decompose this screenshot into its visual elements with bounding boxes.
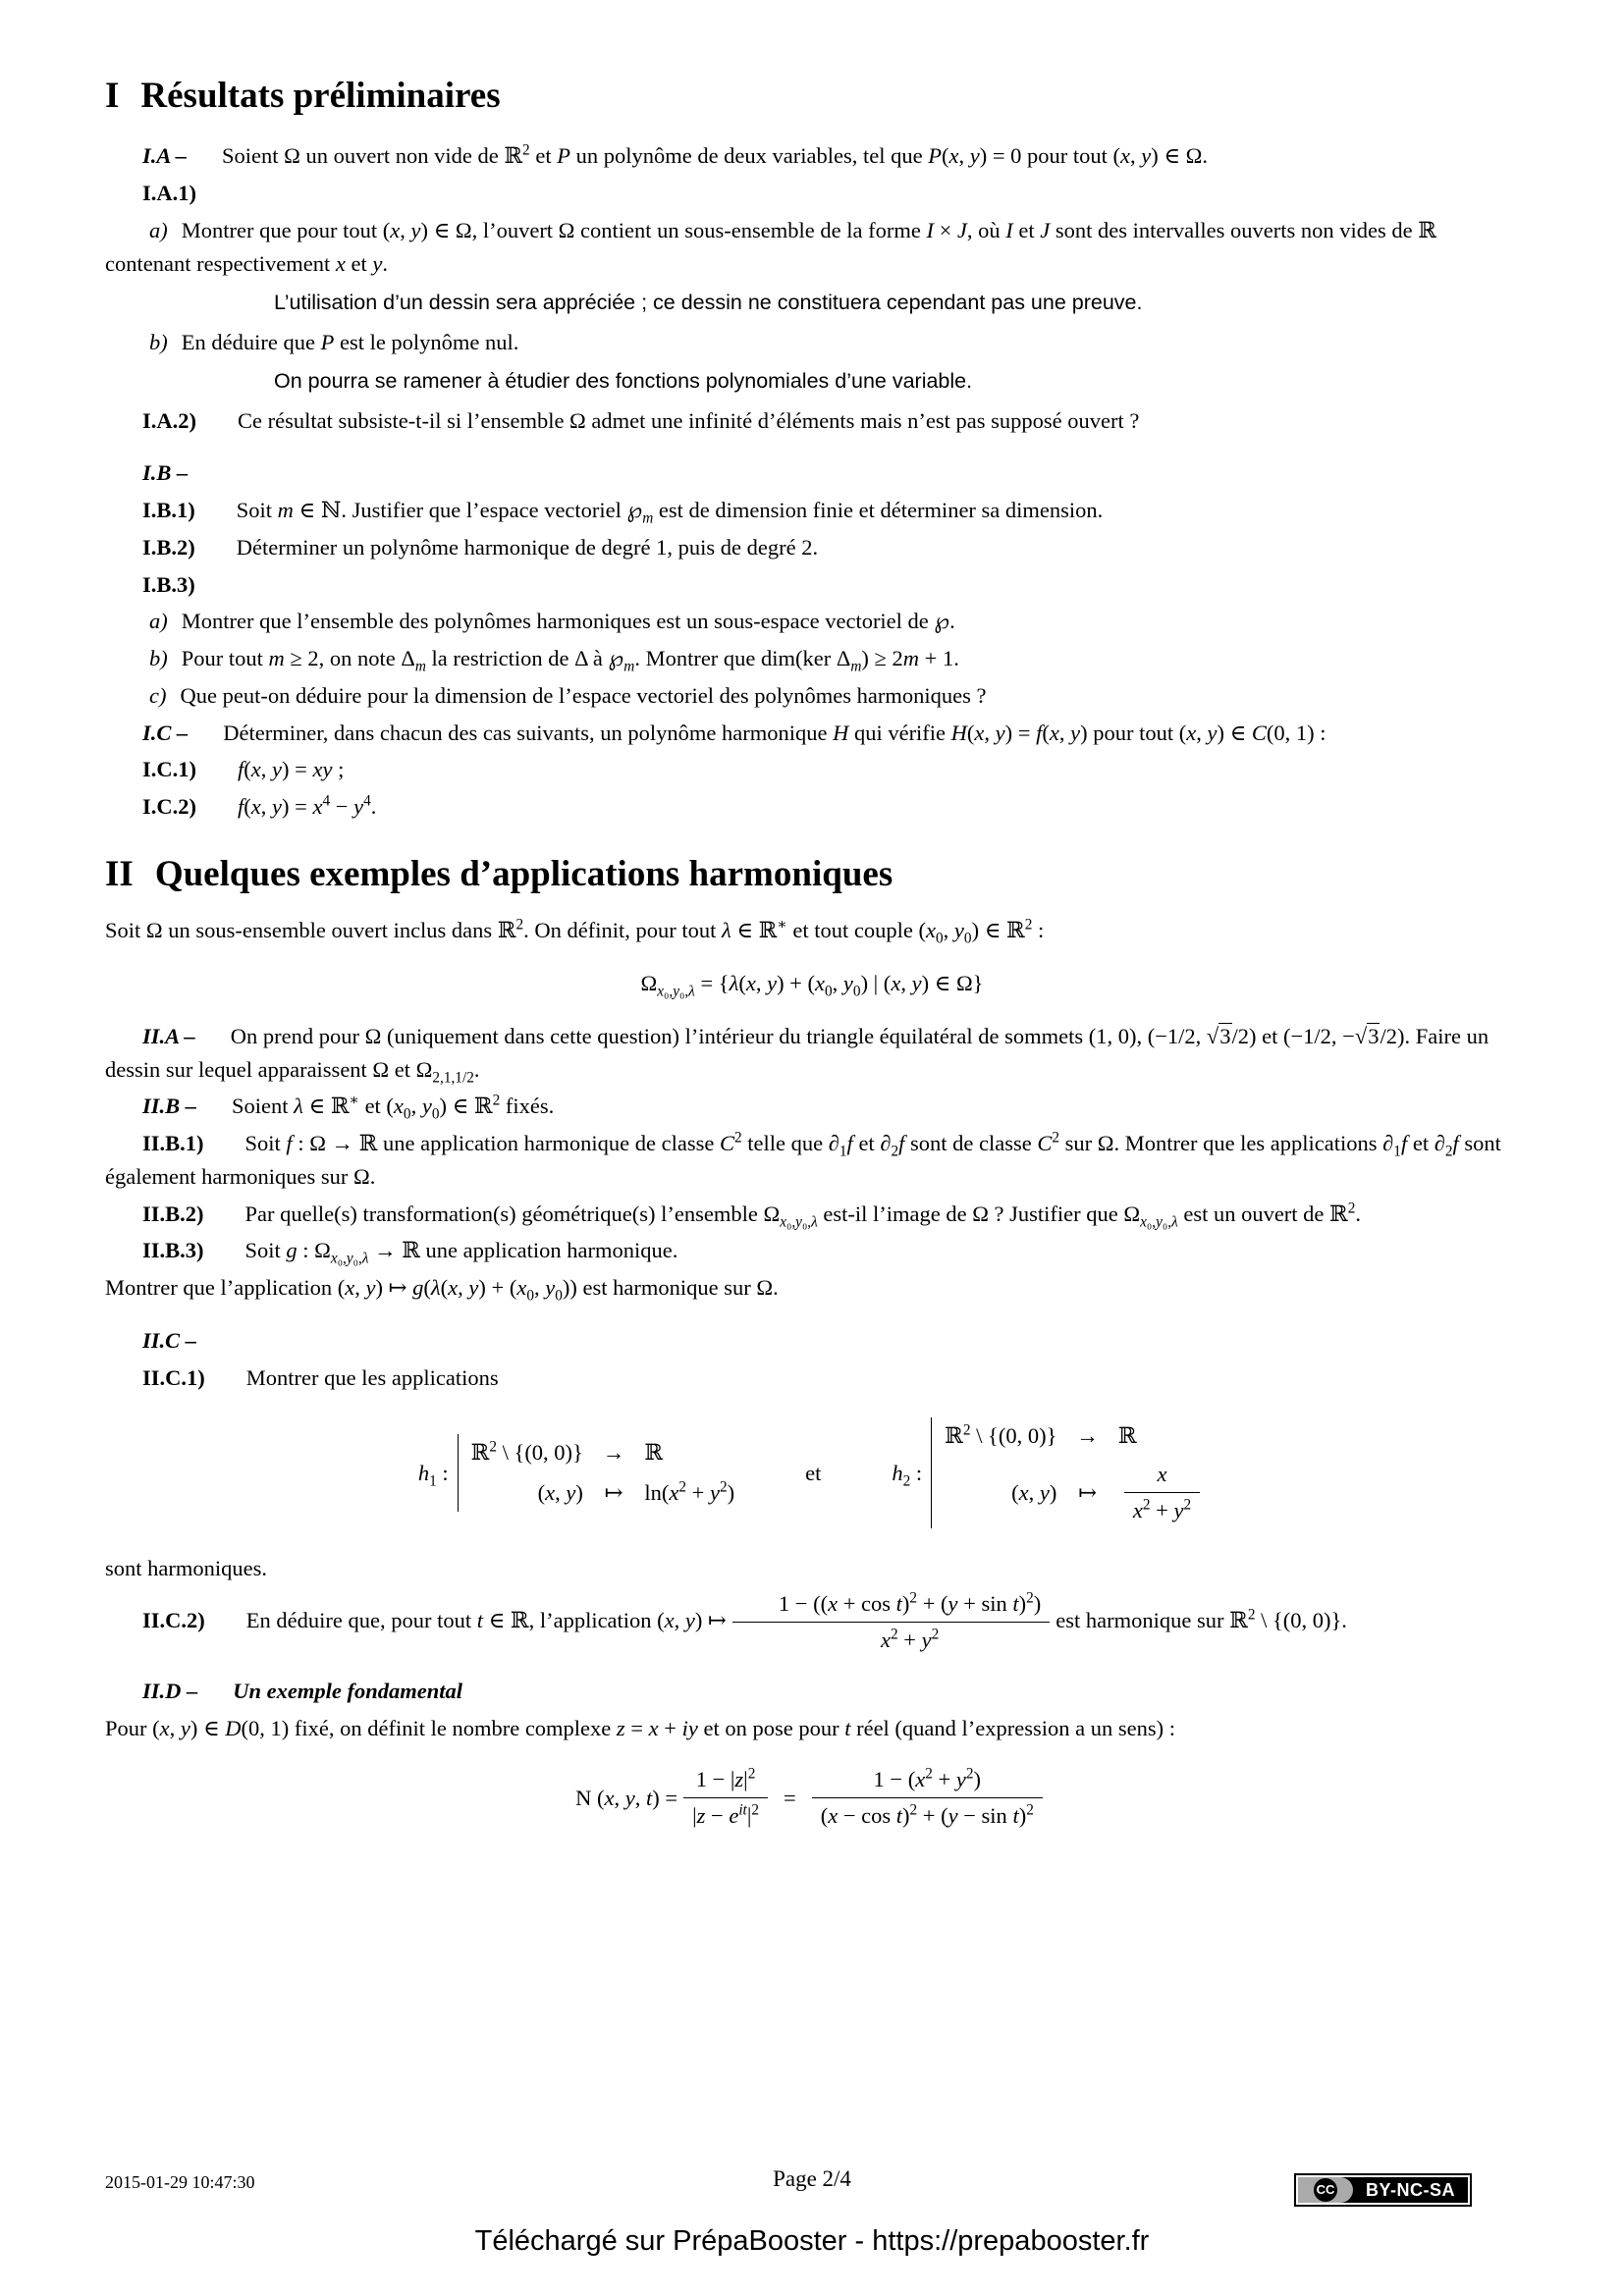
h1-arrow: → (602, 1440, 625, 1466)
footer-download-note: Téléchargé sur PrépaBooster - https://prepabooster.fr (474, 2225, 1150, 2257)
para-ia2 (105, 404, 1519, 438)
para-ib3-label: I.B.3) (142, 571, 195, 597)
para-ic2-text: f(x, $y) = x^4 - y^4$. (238, 792, 377, 820)
para-iib3-cont-text: Montrer que l’application (x, y) ↦ g(λ(x, $y) + (x_0$, $y_0$)) est harmonique sur Ω. (105, 1275, 779, 1305)
h1-name: $h_1$ : (417, 1460, 449, 1489)
para-ic1 (105, 753, 1519, 786)
para-ic2 (105, 790, 1519, 824)
cc-license-badge (1294, 2173, 1472, 2207)
para-ib1-label: I.B.1) (142, 498, 195, 523)
para-iid-label: II.D – (142, 1679, 198, 1704)
section-2-number: II (105, 853, 134, 894)
para-iic2-before: En déduire que, pour tout t ∈ ℝ, l’application (x, y) ↦ (245, 1607, 727, 1632)
para-iic2-label: II.C.2) (142, 1607, 205, 1632)
section-1-number: I (105, 76, 120, 116)
hint-polynomiales (274, 365, 1519, 397)
section-2-title: Quelques exemples d’applications harmoniques (154, 853, 893, 894)
para-ia1 (105, 177, 1519, 210)
equation-h1-h2 (105, 1417, 1519, 1528)
para-iib3-cont (105, 1271, 1519, 1305)
para-ib3c (105, 679, 1519, 713)
para-ib3a (105, 605, 1519, 638)
para-iib3 (105, 1234, 1519, 1267)
para-ib-label: I.B – (142, 460, 189, 486)
para-ic (105, 717, 1519, 750)
para-iic (105, 1324, 1519, 1358)
para-iic2-after: est harmonique sur ℝ$^2$ \ {(0, 0)}. (1056, 1606, 1347, 1632)
section-2-heading (105, 853, 1519, 896)
para-ia-label: I.A – (142, 143, 188, 169)
para-ic2-label: I.C.2) (142, 794, 196, 820)
para-iia (105, 1020, 1519, 1087)
para-ib2 (105, 531, 1519, 564)
para-iid (105, 1675, 1519, 1708)
h2-value-fraction (1124, 1460, 1200, 1526)
footer-timestamp: 2015-01-29 10:47:30 (105, 2172, 255, 2192)
para-ib3c-text: Que peut-on déduire pour la dimension de l’espace vectoriel des polynômes harmoniques ? (180, 682, 987, 708)
hint-dessin-text: L’utilisation d’un dessin sera appréciée ; ce dessin ne constituera cependant pas une preuve. (274, 291, 1143, 315)
para-sec2-intro-text: Soit Ω un sous-ensemble ouvert inclus dans ℝ$^2$. On définit, pour tout λ ∈ ℝ∗ et tout couple ($x_0$, $y_0$) ∈ ℝ$^2$ : (105, 916, 1045, 947)
para-ia-text: Soient Ω un ouvert non vide de ℝ$^2$ et P un polynôme de deux variables, tel que P(x, y) = 0 pour tout (x, y) ∈ Ω. (222, 141, 1209, 169)
function-h2-definition (892, 1417, 1206, 1528)
equation-N-fraction-1 (683, 1765, 768, 1832)
para-iib2-label: II.B.2) (142, 1201, 204, 1226)
h2-arrow: → (1076, 1423, 1099, 1449)
cc-license-label: BY-NC-SA (1365, 2179, 1455, 2200)
equation-N (105, 1765, 1519, 1832)
para-iib1 (105, 1127, 1519, 1194)
hint-polynomiales-text: On pourra se ramener à étudier des fonctions polynomiales d’une variable. (274, 369, 973, 394)
cc-icon: CC (1314, 2178, 1337, 2202)
equation-omega-set-text: $\Omega_{x_0,y_0,\lambda} = \{\lambda(x$, $y) + (x_0$, $y_0$) | (x, y) ∈ Ω} (640, 971, 984, 1000)
para-iid-intro (105, 1712, 1519, 1745)
para-ic1-text: f(x, y) = xy ; (238, 757, 345, 782)
para-ia (105, 139, 1519, 173)
para-iic1 (105, 1362, 1519, 1395)
para-ib3b (105, 642, 1519, 675)
equation-N-fraction-2 (812, 1765, 1043, 1832)
iic2-fraction-numerator: $1 - ((x + \cos t)^2 + (y + \sin t)^2)$ (732, 1589, 1050, 1623)
cc-license-badge-inner (1296, 2175, 1470, 2205)
h2-name: $h_2$ : (892, 1460, 923, 1489)
para-iib-text: Soient λ ∈ ℝ∗ et ($x_0$, $y_0$) ∈ ℝ$^2$ fixés. (232, 1092, 555, 1123)
equation-N-frac2-numerator: $1 - (x^2 + y^2)$ (812, 1765, 1043, 1798)
para-ib1-text: Soit m ∈ ℕ. Justifier que l’espace vectoriel $℘_m$ est de dimension finie et déterminer sa dimension. (236, 498, 1104, 527)
para-iib2 (105, 1198, 1519, 1231)
h2-map-rows (931, 1417, 1206, 1528)
para-ib3b-label: b) (149, 646, 168, 671)
para-ia1a (105, 214, 1519, 281)
para-ia1a-text: Montrer que pour tout (x, y) ∈ Ω, l’ouvert Ω contient un sous-ensemble de la forme I × J, où I et J sont des intervalles ouverts non vides de ℝ contenant respectivement x et y. (105, 217, 1436, 276)
para-ib (105, 456, 1519, 490)
h2-codomain: ℝ (1117, 1423, 1137, 1449)
para-ia1b-text: En déduire que P est le polynôme nul. (181, 329, 519, 354)
para-ia1b-label: b) (149, 329, 168, 354)
h2-domain: ℝ$^2$ \ {(0, 0)} (945, 1421, 1057, 1449)
equation-N-equals: = (783, 1785, 796, 1810)
h1-map-rows (458, 1434, 734, 1512)
h2-value-numerator: x (1124, 1460, 1200, 1493)
et-connector: et (805, 1460, 822, 1485)
para-ic1-label: I.C.1) (142, 757, 196, 782)
para-ic-label: I.C – (142, 720, 189, 745)
iic2-fraction-denominator: $x^2 + y^2$ (880, 1626, 940, 1652)
function-h1-definition (418, 1434, 734, 1512)
para-ib3a-text: Montrer que l’ensemble des polynômes harmoniques est un sous-espace vectoriel de ℘. (181, 609, 955, 634)
para-sont-harmoniques-text: sont harmoniques. (105, 1555, 267, 1580)
para-ib3 (105, 568, 1519, 602)
para-sec2-intro (105, 914, 1519, 947)
para-ib3c-label: c) (149, 682, 167, 708)
para-iib2-text: Par quelle(s) transformation(s) géométrique(s) l’ensemble $\Omega_{x_0,y_0,\lambda}$ est-il l’image de Ω ? Justifier que $\Omega_{x_0,y_0,\lambda}$ est un ouvert de ℝ$^2$. (244, 1200, 1362, 1230)
h2-value (1118, 1460, 1206, 1526)
h1-domain: ℝ$^2$ \ {(0, 0)} (470, 1438, 583, 1466)
para-iic-label: II.C – (142, 1327, 197, 1353)
equation-N-frac2-denominator: $(x - \cos t)^2 + (y - \sin t)^2$ (820, 1801, 1034, 1829)
para-ib2-label: I.B.2) (142, 534, 195, 560)
iic2-fraction (732, 1589, 1050, 1656)
para-ib3a-label: a) (149, 609, 168, 634)
para-ia1b (105, 326, 1519, 359)
hint-dessin (274, 287, 1519, 318)
h1-codomain: ℝ (644, 1440, 664, 1466)
h2-mapsto: ↦ (1078, 1480, 1098, 1506)
para-ia2-label: I.A.2) (142, 407, 196, 433)
para-iia-label: II.A – (142, 1023, 195, 1048)
section-1-title: Résultats préliminaires (140, 76, 501, 116)
cc-icon-area (1298, 2177, 1353, 2203)
para-iic1-text: Montrer que les applications (245, 1364, 499, 1390)
para-iib1-label: II.B.1) (142, 1131, 204, 1156)
para-ib3b-text: Pour tout m ≥ 2, on note $\Delta_m$ la restriction de Δ à $℘_m$. Montrer que dim(ker $\Delta_m) \ge 2m + 1$. (181, 646, 959, 675)
footer-page-number: Page 2/4 (773, 2166, 851, 2191)
h2-argument: (x, y) (1011, 1480, 1057, 1506)
para-iia-text: On prend pour Ω (uniquement dans cette question) l’intérieur du triangle équilatéral de sommets (1, 0), (−1/2, √3/2) et (−1/2, −√3/2). Faire un dessin sur lequel apparaissent Ω et $\Omega_{2,1,1/2}$. (105, 1023, 1489, 1086)
para-iib1-text: Soit f : Ω → ℝ une application harmonique de classe $C^2$ telle que $\partial_1f$ et $\partial_2f$ sont de classe $C^2$ sur Ω. Montrer que les applications $\partial_1f$ et $\partial_2f$ sont également harmoniques sur Ω. (105, 1129, 1501, 1189)
para-ib1 (105, 494, 1519, 527)
section-1-heading (105, 75, 1519, 118)
para-iib-label: II.B – (142, 1094, 197, 1119)
para-iid-intro-text: Pour (x, y) ∈ D(0, 1) fixé, on définit le nombre complexe z = x + iy et on pose pour t réel (quand l’expression a un sens) : (105, 1716, 1175, 1741)
h1-value: $\ln(x^2 + y^2)$ (644, 1478, 735, 1506)
para-ic-text: Déterminer, dans chacun des cas suivants, un polynôme harmonique H qui vérifie H(x, y) = f(x, y) pour tout (x, y) ∈ C(0, 1) : (223, 720, 1326, 745)
equation-N-frac1-numerator: $1 - |z|^2$ (683, 1765, 768, 1798)
equation-omega-set (105, 967, 1519, 1000)
h2-value-denominator: $x^2 + y^2$ (1132, 1497, 1192, 1523)
h1-argument: (x, y) (537, 1480, 583, 1506)
para-iid-title: Un exemple fondamental (233, 1679, 462, 1704)
h1-mapsto: ↦ (604, 1480, 623, 1506)
para-iic2 (105, 1589, 1519, 1656)
para-ia2-text: Ce résultat subsiste-t-il si l’ensemble Ω admet une infinité d’éléments mais n’est pas supposé ouvert ? (238, 407, 1140, 433)
para-iib (105, 1090, 1519, 1123)
para-ia1-label: I.A.1) (142, 181, 196, 206)
para-sont-harmoniques (105, 1552, 1519, 1585)
para-iic1-label: II.C.1) (142, 1364, 205, 1390)
equation-N-lhs: N (x, y, t) = (575, 1785, 678, 1810)
equation-N-frac1-denominator: $|z - e^{it}|^2$ (692, 1801, 759, 1829)
para-ia1a-label: a) (149, 217, 168, 242)
para-ib2-text: Déterminer un polynôme harmonique de degré 1, puis de degré 2. (236, 534, 819, 560)
para-iib3-text: Soit g : $\Omega_{x_0,y_0,\lambda}$ → ℝ une application harmonique. (244, 1238, 678, 1267)
para-iib3-label: II.B.3) (142, 1238, 204, 1263)
